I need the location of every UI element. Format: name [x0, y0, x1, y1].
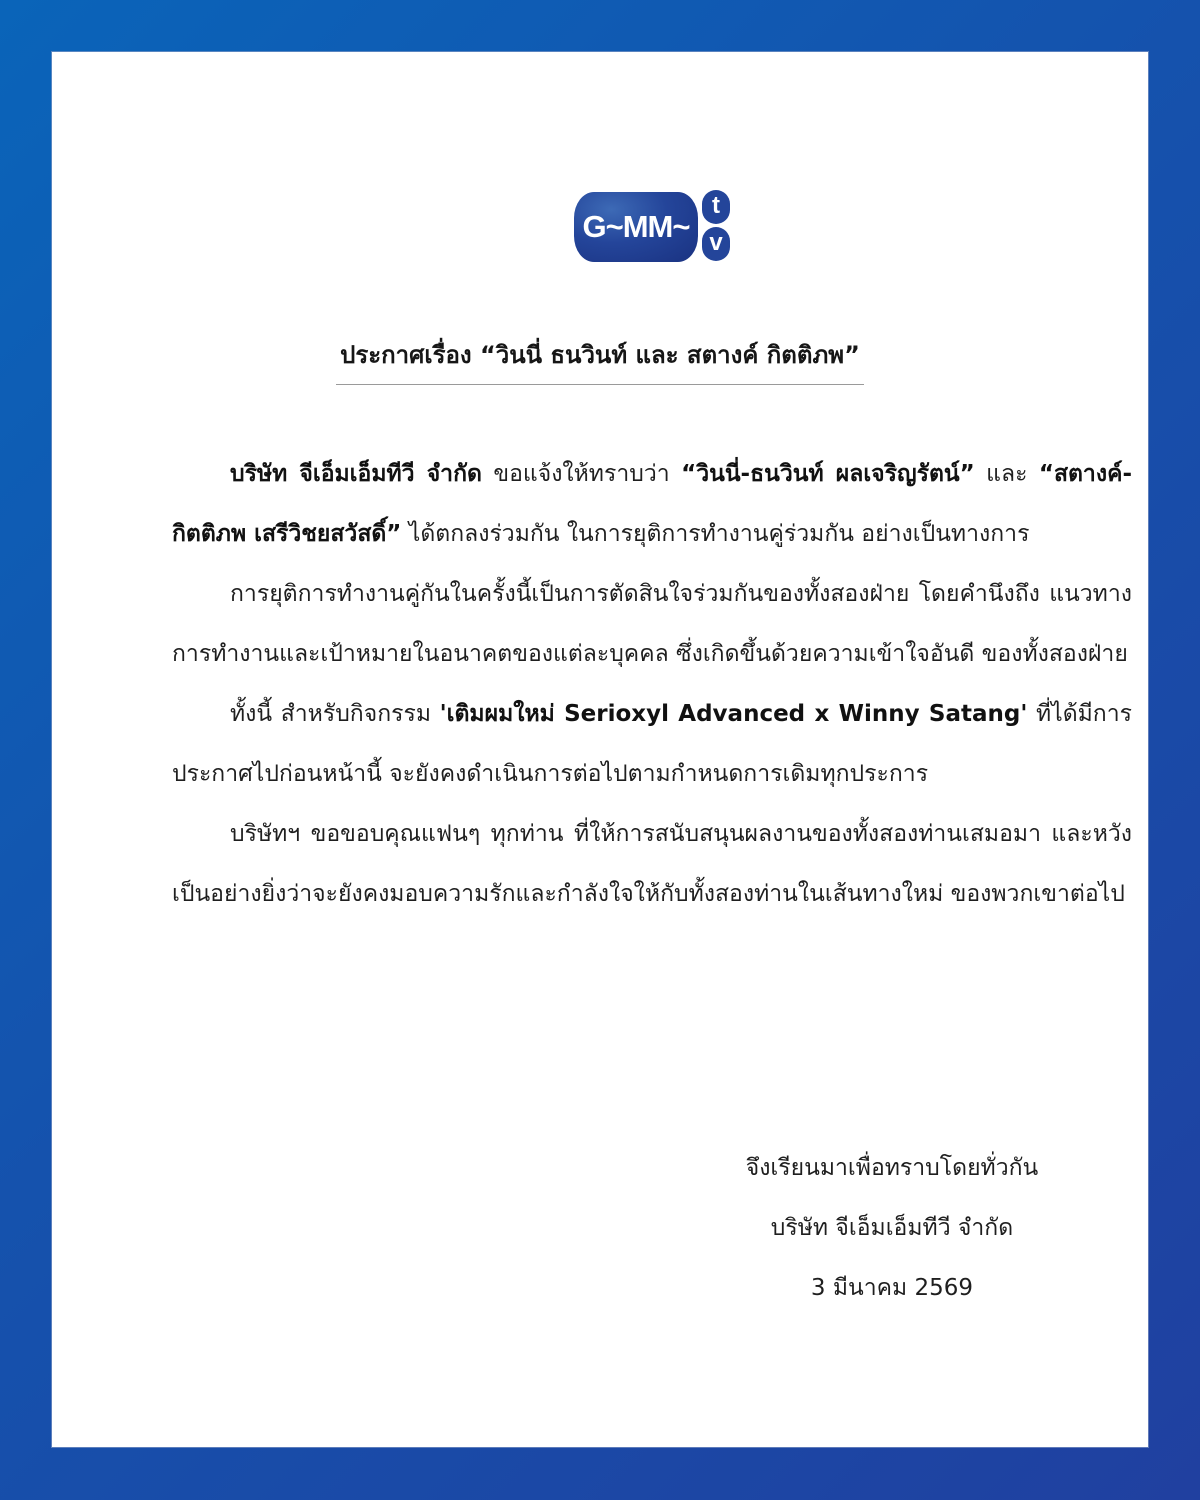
signature-date: 3 มีนาคม 2569 [810, 1275, 974, 1301]
paragraph-1-text-b: และ [974, 461, 1039, 487]
logo-tv-letter-t: t [702, 190, 730, 224]
closing-line: จึงเรียนมาเพื่อทราบโดยทั่วกัน [745, 1155, 1039, 1181]
winny-name-bold: “วินนี่-ธนวินท์ ผลเจริญรัตน์” [681, 461, 975, 487]
signature-block [652, 1138, 1132, 1318]
title-container [52, 335, 1148, 385]
paragraph-1-text-c: ได้ตกลงร่วมกัน ในการยุติการทำงานคู่ร่วมกัน อย่างเป็นทางการ [401, 521, 1030, 547]
event-name-bold: 'เติมผมใหม่ Serioxyl Advanced x Winny Satang' [439, 701, 1028, 727]
paragraph-4: บริษัทฯ ขอขอบคุณแฟนๆ ทุกท่าน ที่ให้การสนับสนุนผลงานของทั้งสองท่านเสมอมา และหวังเป็นอย่างยิ่งว่าจะยังคงมอบความรักและกำลังใจให้กับทั้งสองท่านในเส้นทางใหม่ ของพวกเขาต่อไป [172, 821, 1132, 907]
logo-wordmark: G~MM~ [582, 209, 690, 244]
announcement-card [52, 52, 1148, 1447]
logo-tv-badge [702, 190, 732, 264]
paragraph-1 [172, 444, 1132, 564]
logo-tv-letter-v: v [702, 227, 730, 261]
paragraph-3-text-a: ทั้งนี้ สำหรับกิจกรรม [230, 701, 440, 727]
paragraph-1-text-a: ขอแจ้งให้ทราบว่า [481, 461, 682, 487]
paragraph-3 [172, 684, 1132, 804]
signature-company: บริษัท จีเอ็มเอ็มทีวี จำกัด [770, 1215, 1014, 1241]
announcement-body [172, 444, 1132, 924]
announcement-title: ประกาศเรื่อง “วินนี่ ธนวินท์ และ สตางค์ กิตติภพ” [336, 335, 864, 385]
company-name-bold: บริษัท จีเอ็มเอ็มทีวี จำกัด [230, 461, 482, 487]
logo-tv-screen [574, 192, 698, 262]
satang-name-bold: “สตางค์-กิตติภพ เสรีวิชยสวัสดิ์” [172, 461, 1132, 547]
gmmtv-logo [574, 188, 744, 266]
paragraph-2: การยุติการทำงานคู่กันในครั้งนี้เป็นการตัดสินใจร่วมกันของทั้งสองฝ่าย โดยคำนึงถึง แนวทางการทำงานและเป้าหมายในอนาคตของแต่ละบุคคล ซึ่งเกิดขึ้นด้วยความเข้าใจอันดี ของทั้งสองฝ่าย [172, 581, 1132, 667]
paragraph-3-text-b: ที่ได้มีการประกาศไปก่อนหน้านี้ จะยังคงดำเนินการต่อไปตามกำหนดการเดิมทุกประการ [172, 701, 1132, 787]
